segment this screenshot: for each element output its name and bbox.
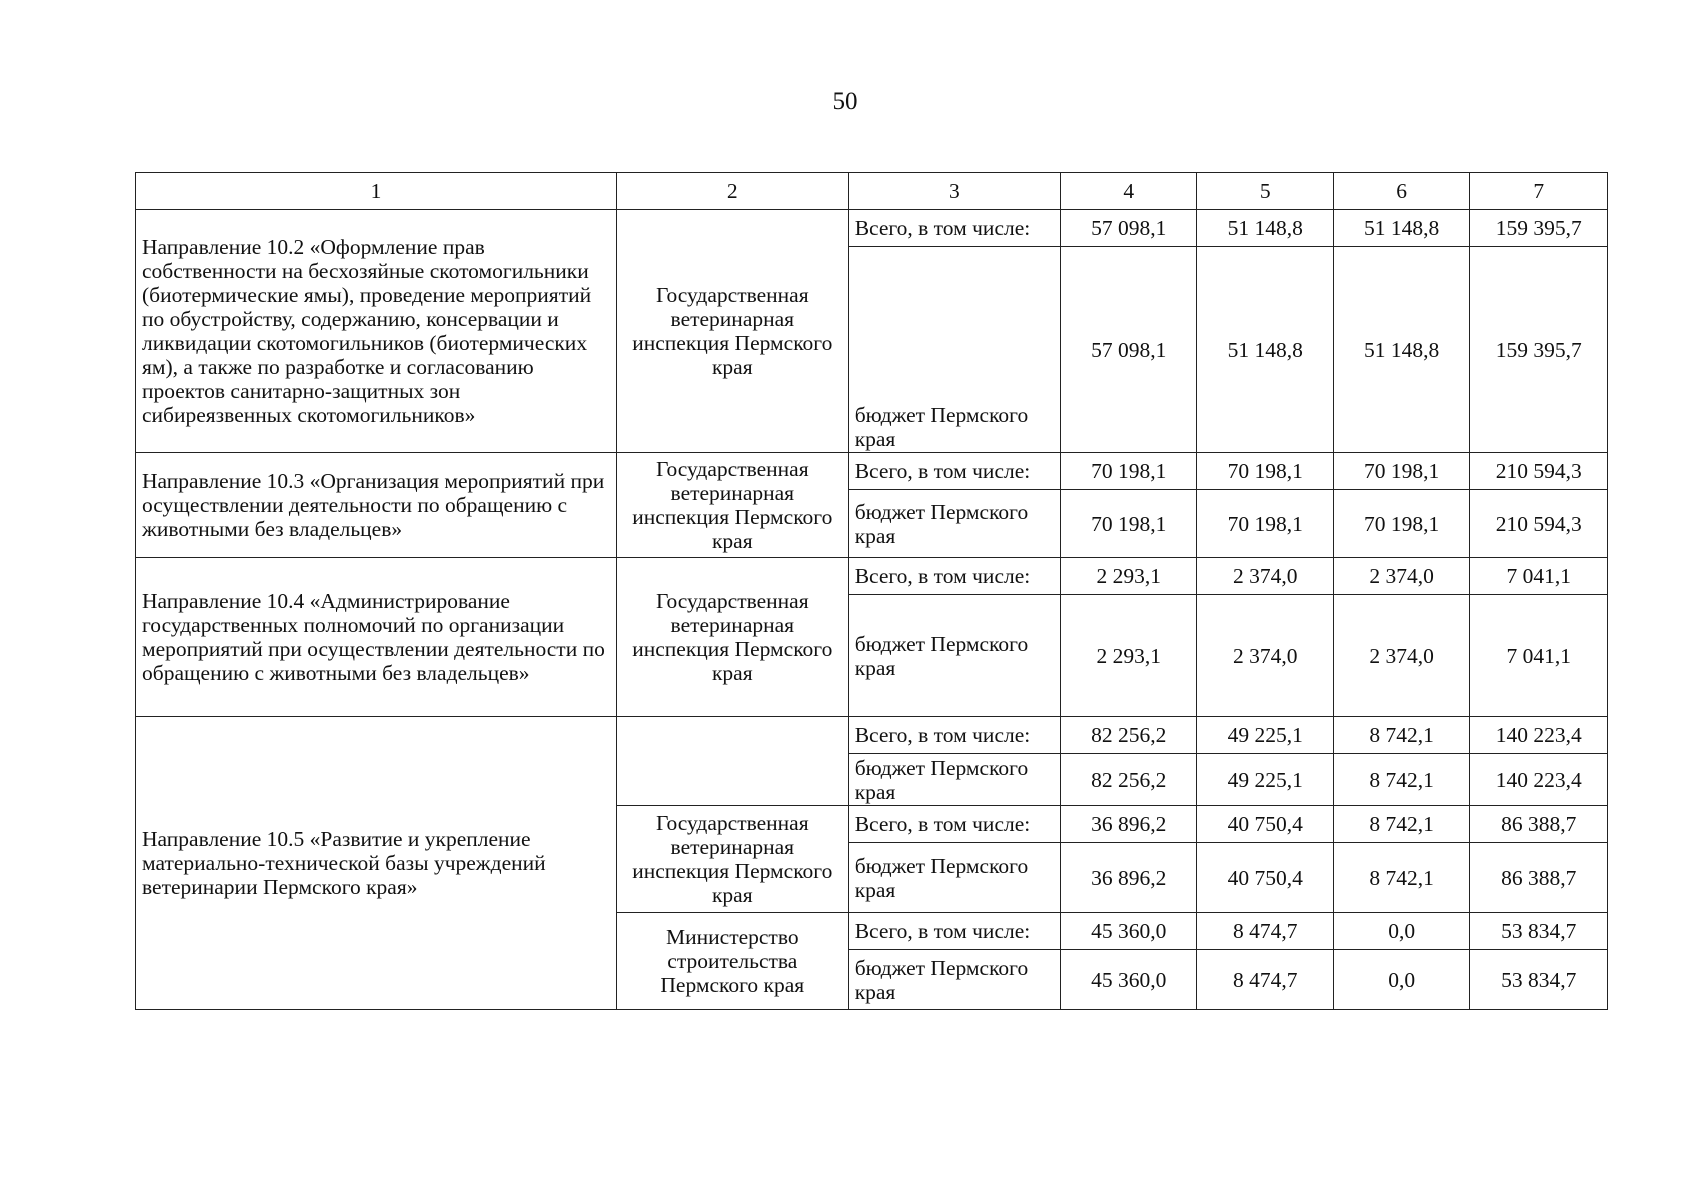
value-cell: 45 360,0 bbox=[1060, 913, 1196, 950]
header-col-2: 2 bbox=[616, 173, 848, 210]
value-cell: 2 374,0 bbox=[1197, 558, 1333, 595]
value-cell: 8 742,1 bbox=[1333, 843, 1469, 913]
value-cell: 210 594,3 bbox=[1470, 453, 1608, 490]
value-cell: 49 225,1 bbox=[1197, 754, 1333, 806]
header-col-3: 3 bbox=[848, 173, 1060, 210]
value-cell: 53 834,7 bbox=[1470, 913, 1608, 950]
value-cell: 2 374,0 bbox=[1333, 558, 1469, 595]
value-cell: 140 223,4 bbox=[1470, 754, 1608, 806]
value-cell: 82 256,2 bbox=[1060, 754, 1196, 806]
value-cell: 8 742,1 bbox=[1333, 754, 1469, 806]
value-cell: 86 388,7 bbox=[1470, 806, 1608, 843]
source-budget: бюджет Пермского края bbox=[848, 843, 1060, 913]
value-cell: 159 395,7 bbox=[1470, 247, 1608, 453]
header-col-1: 1 bbox=[136, 173, 617, 210]
value-cell: 2 374,0 bbox=[1197, 595, 1333, 717]
direction-10-4: Направление 10.4 «Администрирование государственных полномочий по организации мероприятий при осуществлении деятельности по обращению с животными без владельцев» bbox=[136, 558, 617, 717]
source-total: Всего, в том числе: bbox=[848, 210, 1060, 247]
value-cell: 51 148,8 bbox=[1333, 247, 1469, 453]
executor-cell: Государственная ветеринарная инспекция Пермского края bbox=[616, 453, 848, 558]
value-cell: 7 041,1 bbox=[1470, 595, 1608, 717]
value-cell: 49 225,1 bbox=[1197, 717, 1333, 754]
header-col-5: 5 bbox=[1197, 173, 1333, 210]
value-cell: 70 198,1 bbox=[1060, 453, 1196, 490]
value-cell: 70 198,1 bbox=[1060, 490, 1196, 558]
value-cell: 70 198,1 bbox=[1197, 453, 1333, 490]
value-cell: 8 474,7 bbox=[1197, 950, 1333, 1010]
executor-cell: Государственная ветеринарная инспекция Пермского края bbox=[616, 558, 848, 717]
value-cell: 51 148,8 bbox=[1197, 247, 1333, 453]
source-budget: бюджет Пермского края bbox=[848, 595, 1060, 717]
source-total: Всего, в том числе: bbox=[848, 913, 1060, 950]
table-row bbox=[136, 210, 1608, 247]
direction-10-2: Направление 10.2 «Оформление прав собственности на бесхозяйные скотомогильники (биотермические ямы), проведение мероприятий по обустройству, содержанию, консервации и ликвидации скотомогильников (биотермических ям), а также по разработке и согласованию проектов санитарно-защитных зон сибиреязвенных скотомогильников» bbox=[136, 210, 617, 453]
value-cell: 8 742,1 bbox=[1333, 806, 1469, 843]
executor-cell: Министерство строительства Пермского края bbox=[616, 913, 848, 1010]
value-cell: 70 198,1 bbox=[1197, 490, 1333, 558]
source-total: Всего, в том числе: bbox=[848, 717, 1060, 754]
value-cell: 8 742,1 bbox=[1333, 717, 1469, 754]
value-cell: 0,0 bbox=[1333, 950, 1469, 1010]
table-row bbox=[136, 717, 1608, 754]
header-col-7: 7 bbox=[1470, 173, 1608, 210]
value-cell: 7 041,1 bbox=[1470, 558, 1608, 595]
value-cell: 70 198,1 bbox=[1333, 453, 1469, 490]
value-cell: 70 198,1 bbox=[1333, 490, 1469, 558]
source-budget: бюджет Пермского края bbox=[848, 950, 1060, 1010]
value-cell: 36 896,2 bbox=[1060, 806, 1196, 843]
direction-10-5: Направление 10.5 «Развитие и укрепление материально-технической базы учреждений ветеринарии Пермского края» bbox=[136, 717, 617, 1010]
executor-cell bbox=[616, 717, 848, 806]
table-row bbox=[136, 558, 1608, 595]
value-cell: 36 896,2 bbox=[1060, 843, 1196, 913]
page-number: 50 bbox=[832, 88, 858, 115]
value-cell: 210 594,3 bbox=[1470, 490, 1608, 558]
header-col-6: 6 bbox=[1333, 173, 1469, 210]
value-cell: 82 256,2 bbox=[1060, 717, 1196, 754]
source-budget: бюджет Пермского края bbox=[848, 247, 1060, 453]
source-total: Всего, в том числе: bbox=[848, 558, 1060, 595]
executor-cell: Государственная ветеринарная инспекция Пермского края bbox=[616, 806, 848, 913]
header-row bbox=[136, 173, 1608, 210]
program-funding-table bbox=[135, 172, 1608, 1010]
executor-cell: Государственная ветеринарная инспекция Пермского края bbox=[616, 210, 848, 453]
value-cell: 159 395,7 bbox=[1470, 210, 1608, 247]
table-row bbox=[136, 453, 1608, 490]
value-cell: 45 360,0 bbox=[1060, 950, 1196, 1010]
direction-10-3: Направление 10.3 «Организация мероприятий при осуществлении деятельности по обращению с животными без владельцев» bbox=[136, 453, 617, 558]
value-cell: 51 148,8 bbox=[1197, 210, 1333, 247]
value-cell: 86 388,7 bbox=[1470, 843, 1608, 913]
value-cell: 40 750,4 bbox=[1197, 843, 1333, 913]
source-budget: бюджет Пермского края bbox=[848, 754, 1060, 806]
value-cell: 40 750,4 bbox=[1197, 806, 1333, 843]
value-cell: 57 098,1 bbox=[1060, 210, 1196, 247]
source-budget: бюджет Пермского края bbox=[848, 490, 1060, 558]
value-cell: 0,0 bbox=[1333, 913, 1469, 950]
value-cell: 57 098,1 bbox=[1060, 247, 1196, 453]
header-col-4: 4 bbox=[1060, 173, 1196, 210]
value-cell: 2 293,1 bbox=[1060, 595, 1196, 717]
value-cell: 8 474,7 bbox=[1197, 913, 1333, 950]
value-cell: 140 223,4 bbox=[1470, 717, 1608, 754]
value-cell: 53 834,7 bbox=[1470, 950, 1608, 1010]
source-total: Всего, в том числе: bbox=[848, 453, 1060, 490]
value-cell: 2 293,1 bbox=[1060, 558, 1196, 595]
source-total: Всего, в том числе: bbox=[848, 806, 1060, 843]
value-cell: 2 374,0 bbox=[1333, 595, 1469, 717]
value-cell: 51 148,8 bbox=[1333, 210, 1469, 247]
